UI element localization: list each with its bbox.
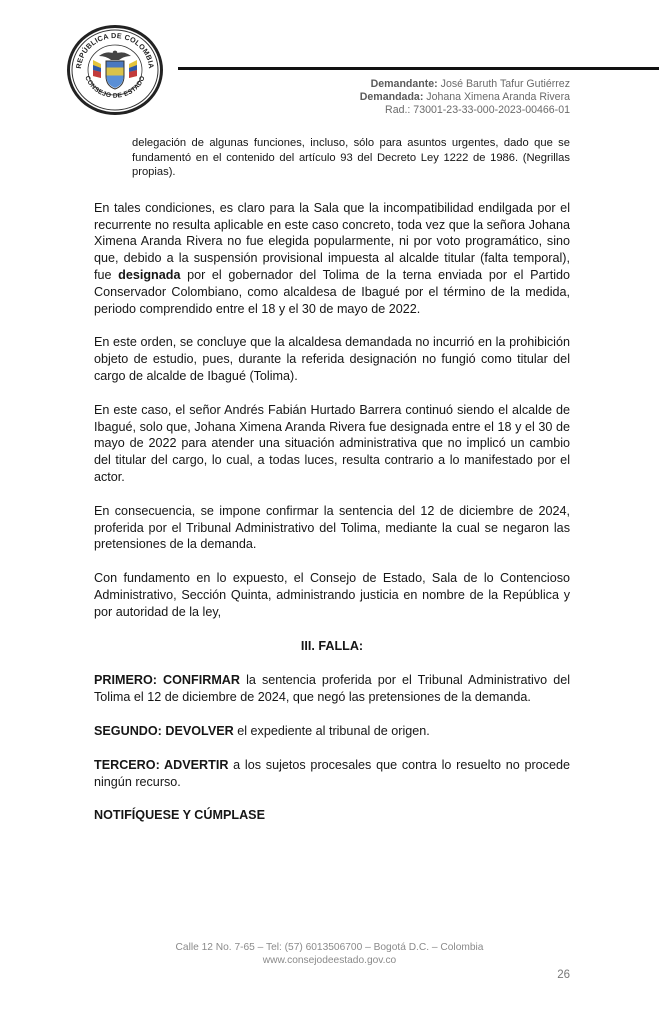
ruling-tercero-label: TERCERO: ADVERTIR [94,757,229,772]
ruling-tercero [94,757,570,791]
paragraph-5: Con fundamento en lo expuesto, el Consejo de Estado, Sala de lo Contencioso Administrativo, Sección Quinta, administrando justicia en nombre de la República y por autoridad de la ley, [94,571,570,619]
defendant-label: Demandada: [359,91,424,104]
footer-website: www.consejodeestado.gov.co [262,955,397,966]
consejo-de-estado-seal [61,20,169,120]
defendant-name: Johana Ximena Aranda Rivera [426,91,570,104]
ruling-primero-label: PRIMERO: CONFIRMAR [94,673,240,688]
paragraph-1 [94,200,570,318]
case-number: Rad.: 73001-23-33-000-2023-00466-01 [385,104,570,117]
paragraph-4: En consecuencia, se impone confirmar la sentencia del 12 de diciembre de 2024, proferida por el Tribunal Administrativo del Tolima, mediante la cual se negaron las pretensiones de la demanda. [94,503,570,552]
ruling-segundo-label: SEGUNDO: DEVOLVER [94,723,234,738]
document-body [94,136,570,824]
page-number: 26 [557,969,570,981]
plaintiff-label: Demandante: [370,78,438,90]
seal-inner-text: CONSEJO DE ESTADO [83,74,147,100]
closing-statement: NOTIFÍQUESE Y CÚMPLASE [94,808,265,823]
ruling-segundo [94,723,570,740]
paragraph-2: En este orden, se concluye que la alcaldesa demandada no incurrió en la prohibición objeto de estudio, pues, durante la referida designación no fungió como titular del cargo de alcalde de Ibagué (Tolima). [94,335,570,383]
footer-address: Calle 12 No. 7-65 – Tel: (57) 6013506700 – Bogotá D.C. – Colombia [175,942,484,953]
seal-outer-text: REPÚBLICA DE COLOMBIA [73,30,157,70]
plaintiff-line [360,78,570,91]
defendant-line [360,91,570,104]
plaintiff-name: José Baruth Tafur Gutiérrez [440,78,570,90]
seal-emblem-icon [61,20,169,120]
ruling-tercero-text: a los sujetos procesales que contra lo resuelto no procede ningún recurso. [94,757,570,789]
block-quote: delegación de algunas funciones, incluso, sólo para asuntos urgentes, dado que se fundamentó en el contenido del artículo 93 del Decreto Ley 1222 de 1986. (Negrillas propias). [132,137,570,179]
ruling-segundo-text: el expediente al tribunal de origen. [233,723,430,738]
paragraph-1-text-b: por el gobernador del Tolima de la terna enviada por el Partido Conservador Colombiano, como alcaldesa de Ibagué por el término de la medida, periodo comprendido entre el 18 y el 30 de mayo de 2022. [94,267,570,316]
header-rule [178,67,659,70]
case-header [360,78,570,118]
paragraph-3: En este caso, el señor Andrés Fabián Hurtado Barrera continuó siendo el alcalde de Ibagué, solo que, Johana Ximena Aranda Rivera fue designada entre el 18 y el 30 de mayo de 2022 para atender una situación administrativa que no implicó un cambio del titular del cargo, lo cual, a todas luces, resulta contrario a lo manifestado por el actor. [94,402,570,484]
ruling-primero [94,672,570,706]
section-heading: III. FALLA: [300,638,364,653]
paragraph-1-bold: designada [118,267,181,282]
ruling-primero-text: la sentencia proferida por el Tribunal Administrativo del Tolima el 12 de diciembre de 2024, que negó las pretensiones de la demanda. [94,673,570,705]
paragraph-1-text-a: En tales condiciones, es claro para la Sala que la incompatibilidad endilgada por el recurrente no resulta aplicable en este caso concreto, toda vez que la señora Johana Ximena Aranda Rivera no fue elegida popularmente, ni por voto programático, sino que, debido a la suspensión provisional impuesta al alcalde titular (falta temporal), fue [94,200,570,282]
page-footer [0,941,659,967]
